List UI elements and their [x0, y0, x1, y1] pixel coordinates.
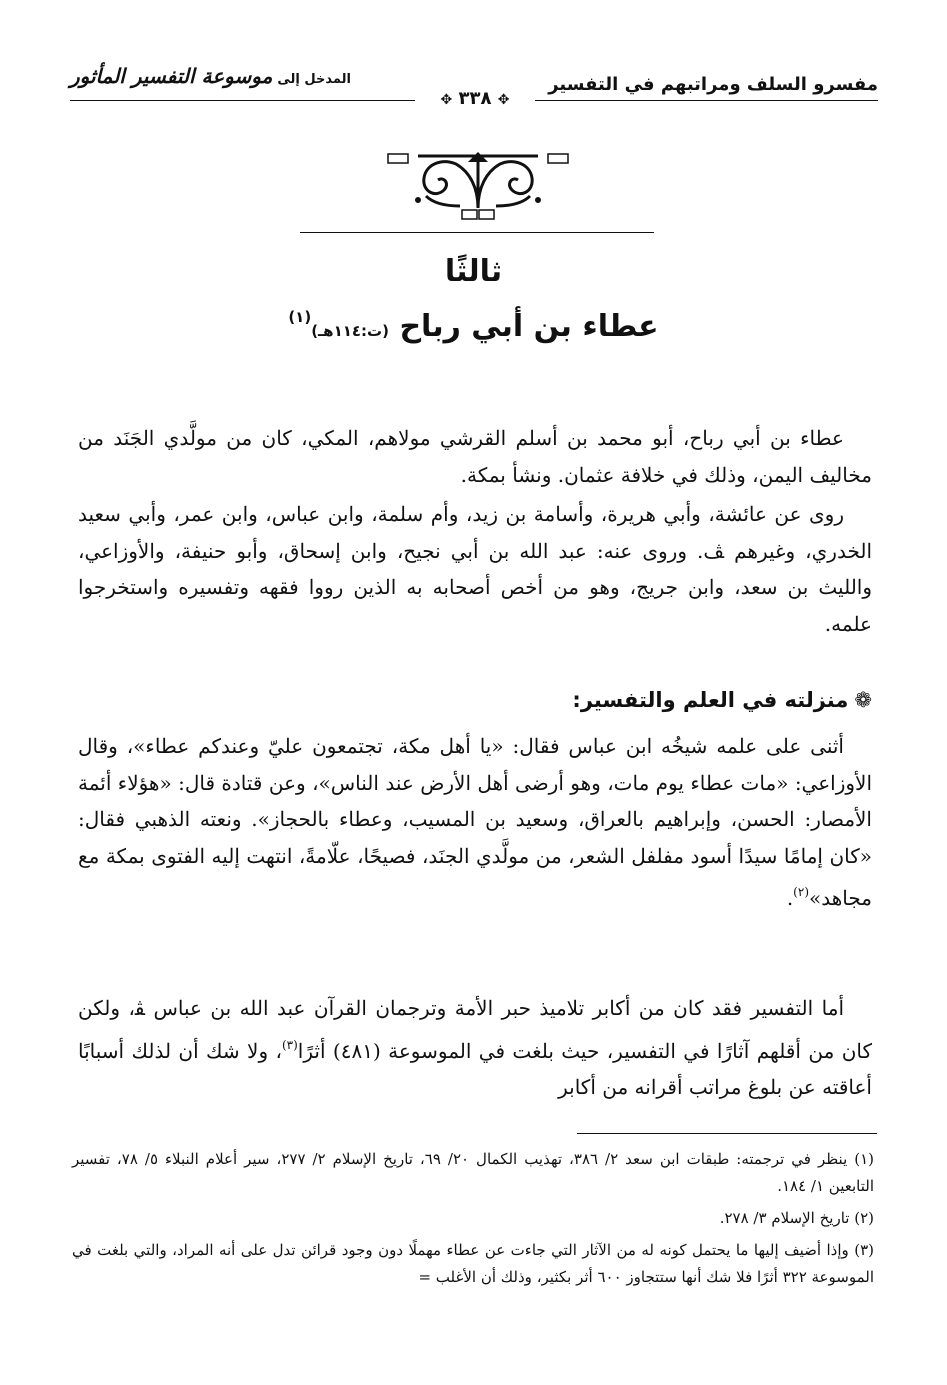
footnote-1: (١) ينظر في ترجمته: طبقات ابن سعد ٢/ ٣٨٦، تهذيب الكمال ٢٠/ ٦٩، تاريخ الإسلام ٢/ ٢٧٧، سير أعلام النبلاء ٥/ ٧٨، تفسير التابعين ١/ ١٨٤. — [72, 1150, 875, 1195]
paragraph-bio — [78, 420, 872, 493]
page-number-ornament-left-icon: ✥ — [440, 92, 453, 108]
death-date: (ت:١١٤هـ) — [311, 322, 389, 340]
floral-ornament-icon — [378, 148, 578, 226]
paragraph-text: عطاء بن أبي رباح، أبو محمد بن أسلم القرشي مولاهم، المكي، كان من مولَّدي الجَنَد من مخاليف اليمن، وذلك في خلافة عثمان. ونشأ بمكة. — [78, 426, 872, 487]
paragraph-text — [78, 990, 872, 1106]
footnote-2: (٢) تاريخ الإسلام ٣/ ٢٧٨. — [719, 1209, 874, 1227]
book-title-calligraphy: موسوعة التفسير المأثور — [70, 64, 273, 88]
paragraph-text — [78, 728, 872, 917]
footnote-3: (٣) وإذا أضيف إليها ما يحتمل كونه له من الآثار التي جاءت عن عطاء مهملًا دون وجود قرائن تدل على أنه المراد، والتي بلغت في الموسوعة ٣٢٢ أثرًا فلا شك أنها ستتجاوز ٦٠٠ أثر بكثير، وذلك أن الأغلب = — [72, 1241, 874, 1286]
book-title — [70, 64, 351, 88]
paragraph-text: روى عن عائشة، وأبي هريرة، وأسامة بن زيد، وأم سلمة، وابن عباس، وابن عمر، وأبي سعيد الخدري، وغيرهم ﭫ. وروى عنه: عبد الله بن أبي نجيح، وابن إسحاق، وأبو حنيفة، والأوزاعي، والليث بن سعد، وابن جريج، وهو من أخص أصحابه به الذين رووا فقهه وتفسيره واستخرجوا علمه. — [78, 502, 872, 636]
book-title-prefix: المدخل إلى — [277, 72, 351, 87]
section-label: ثالثًا — [444, 254, 503, 289]
footnote-ref-3: (٣) — [281, 1037, 298, 1052]
running-title: مفسرو السلف ومراتبهم في التفسير — [548, 74, 878, 95]
page-number-value: ٣٣٨ — [458, 88, 492, 109]
paragraph-tafsir — [78, 990, 872, 1106]
page-number-ornament-right-icon: ✥ — [497, 92, 510, 108]
footnote-ref-1: (١) — [288, 308, 312, 326]
subheading-text: منزلته في العلم والتفسير: — [572, 688, 849, 712]
page-number — [415, 88, 535, 109]
paragraph-text-run: ، ولا شك أن لذلك أسبابًا أعاقته عن بلوغ مراتب أقرانه من أكابر — [78, 1038, 872, 1099]
paragraph-narrators — [78, 496, 872, 642]
footnote-ref-2: (٢) — [793, 885, 809, 899]
footnote-rule — [577, 1133, 877, 1134]
flower-bullet-icon: ❁ — [854, 688, 872, 712]
paragraph-text-run: أثنى على علمه شيخُه ابن عباس فقال: «يا أهل مكة، تجتمعون عليّ وعندكم عطاء»، وقال الأوزاعي: «مات عطاء يوم مات، وهو أرضى أهل الأرض عند الناس»، وعن قتادة قال: «هؤلاء أئمة الأمصار: الحسن، وإبراهيم بالعراق، وسعيد بن المسيب، وعطاء بالحجاز». ونعته الذهبي فقال: «كان إمامًا سيدًا أسود مفلفل الشعر، من مولَّدي الجنَد، فصيحًا، علّامةً، انتهت إليه الفتوى بمكة مع مجاهد» — [78, 734, 872, 910]
person-title — [0, 308, 947, 344]
footnotes — [72, 1146, 874, 1296]
paragraph-end: . — [786, 886, 794, 910]
paragraph-praise — [78, 728, 872, 917]
person-name: عطاء بن أبي رباح — [399, 309, 659, 344]
section-divider — [300, 232, 654, 233]
subheading — [572, 688, 872, 712]
paragraph-text-run: أما التفسير فقد كان من أكابر تلاميذ حبر الأمة وترجمان القرآن عبد الله بن عباس ﭭ، ولكن كان من أقلهم آثارًا في التفسير، حيث بلغت في الموسوعة (٤٨١) أثرًا — [78, 996, 872, 1063]
